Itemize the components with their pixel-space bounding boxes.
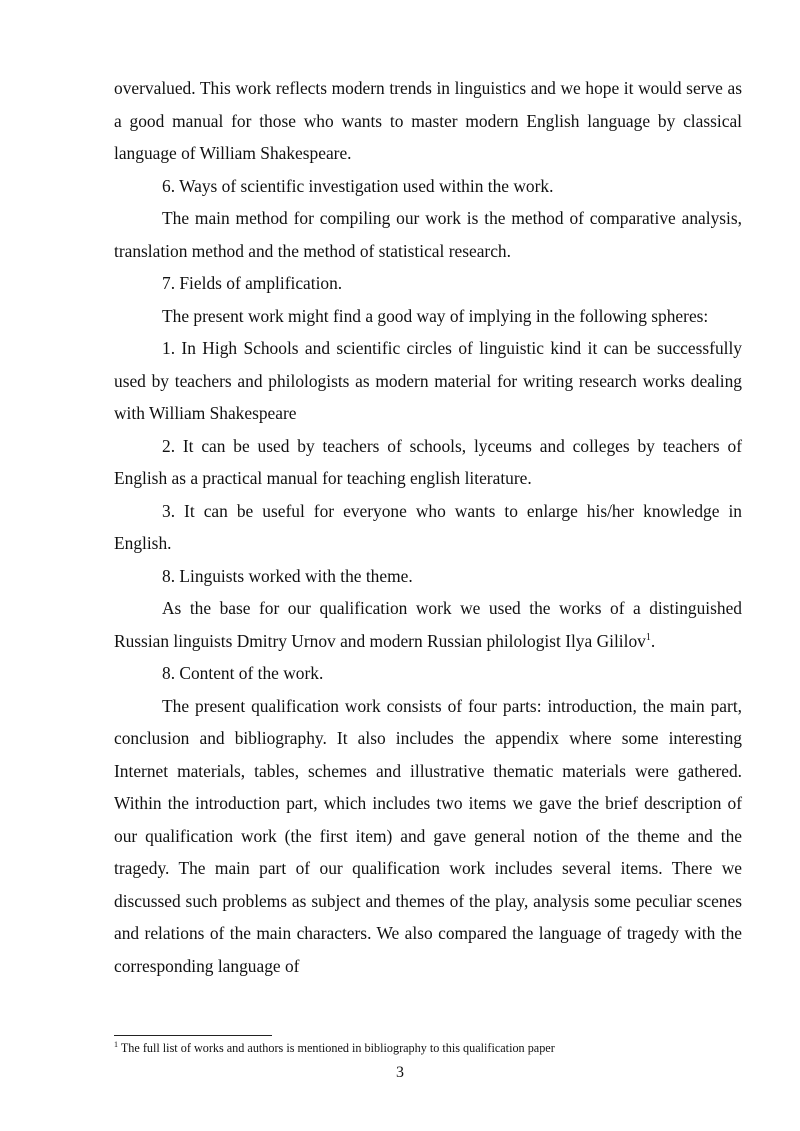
paragraph-main-method: The main method for compiling our work is the method of comparative analysis, translation method and the method of statistical research. [114,208,742,261]
footnote [114,1040,754,1056]
body-text [114,72,742,982]
list-item-3: 3. It can be useful for everyone who wants to enlarge his/her knowledge in English. [114,500,742,553]
paragraph-continuation: overvalued. This work reflects modern trends in linguistics and we hope it would serve as a good manual for those who wants to master modern English language by classical language of William Shakespeare. [114,78,742,163]
heading-linguists: 8. Linguists worked with the theme. [162,565,413,586]
list-item-1: 1. In High Schools and scientific circles of linguistic kind it can be successfully used by teachers and philologists as modern material for writing research works dealing with William Shakespeare [114,338,742,423]
heading-fields-of-amplification: 7. Fields of amplification. [162,273,343,293]
footnote-divider [114,1035,272,1036]
heading-ways-of-investigation: 6. Ways of scientific investigation used within the work. [162,175,554,196]
paragraph-base-works [114,592,742,657]
footnote-marker: 1 [114,1039,118,1049]
paragraph-structure: The present qualification work consists of four parts: introduction, the main part, conclusion and bibliography. It also includes the appendix where some interesting Internet materials, tables, schemes and illustrative thematic materials were gathered. Within the introduction part, which includes two items we gave the brief description of our qualification work (the first item) and gave general notion of the theme and the tragedy. The main part of our qualification work includes several items. There we discussed such problems as subject and themes of the play, analysis some peculiar scenes and relations of the main characters. We also compared the language of tragedy with the corresponding language of [114,695,742,976]
paragraph-base-works-end: . [650,630,656,651]
heading-content-of-work: 8. Content of the work. [162,663,324,683]
page-number: 3 [396,1064,404,1081]
list-item-2: 2. It can be used by teachers of schools, lyceums and colleges by teachers of English as a practical manual for teaching english literature. [114,435,742,488]
paragraph-base-works-text: As the base for our qualification work we used the works of a distinguished Russian linguists Dmitry Urnov and modern Russian philologist Ilya Gililov [114,598,742,651]
footnote-text: The full list of works and authors is mentioned in bibliography to this qualification paper [118,1041,555,1055]
footnote-reference[interactable]: 1 [645,631,651,643]
paragraph-spheres-intro: The present work might find a good way of implying in the following spheres: [162,305,709,326]
